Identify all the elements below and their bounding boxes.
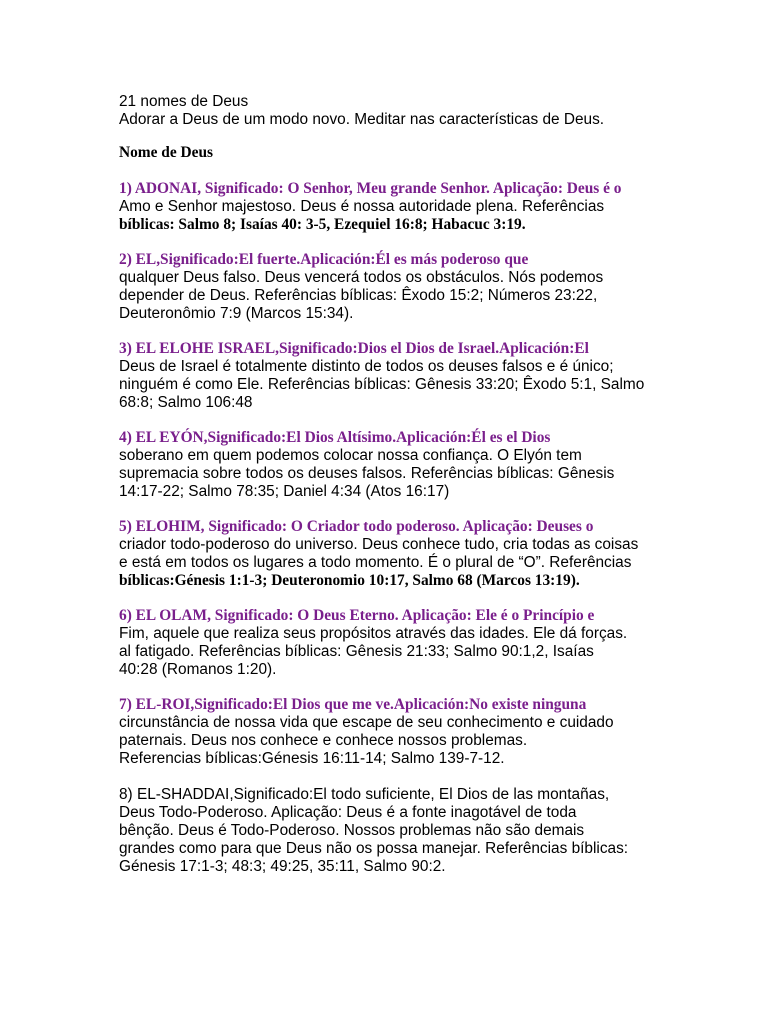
- entry-heading-line: 2) EL,Significado:El fuerte.Aplicación:Él es más poderoso que: [119, 251, 529, 268]
- name-entry: [119, 180, 719, 234]
- spacer: [119, 129, 719, 144]
- entry-body-line: supremacia sobre todos os deuses falsos. Referências bíblicas: Gênesis: [119, 465, 615, 482]
- entry-reference-line: bíblicas: Salmo 8; Isaías 40: 3-5, Ezequiel 16:8; Habacuc 3:19.: [119, 216, 526, 233]
- spacer: [119, 412, 719, 429]
- name-entry: [119, 340, 719, 412]
- entry-body-line: bênção. Deus é Todo-Poderoso. Nossos problemas não são demais: [119, 822, 585, 839]
- entry-body-line: e está em todos os lugares a todo momento. É o plural de “O”. Referências: [119, 554, 632, 571]
- entry-body-line: criador todo-poderoso do universo. Deus conhece tudo, cria todas as coisas: [119, 536, 639, 553]
- entry-heading-line: 4) EL EYÓN,Significado:El Dios Altísimo.Aplicación:Él es el Dios: [119, 429, 551, 446]
- entry-heading-line: 5) ELOHIM, Significado: O Criador todo poderoso. Aplicação: Deuses o: [119, 518, 594, 535]
- section-heading: Nome de Deus: [119, 144, 214, 161]
- entry-list: [119, 180, 719, 876]
- entry-body-line: Referencias bíblicas:Génesis 16:11-14; Salmo 139-7-12.: [119, 750, 505, 767]
- entry-body-line: 68:8; Salmo 106:48: [119, 394, 253, 411]
- name-entry: [119, 251, 719, 323]
- entry-body-line: ninguém é como Ele. Referências bíblicas: Gênesis 33:20; Êxodo 5:1, Salmo: [119, 376, 645, 393]
- entry-body-line: 14:17-22; Salmo 78:35; Daniel 4:34 (Atos 16:17): [119, 483, 450, 500]
- entry-body-line: soberano em quem podemos colocar nossa confiança. O Elyón tem: [119, 447, 582, 464]
- entry-body-line: Deus Todo-Poderoso. Aplicação: Deus é a fonte inagotável de toda: [119, 804, 577, 821]
- entry-body-line: Deus de Israel é totalmente distinto de todos os deuses falsos e é único;: [119, 358, 614, 375]
- entry-heading-line: 1) ADONAI, Significado: O Senhor, Meu grande Senhor. Aplicação: Deus é o: [119, 180, 622, 197]
- entry-body-line: Fim, aquele que realiza seus propósitos através das idades. Ele dá forças.: [119, 625, 628, 642]
- entry-body-line: depender de Deus. Referências bíblicas: Êxodo 15:2; Números 23:22,: [119, 287, 598, 304]
- entry-body-line: circunstância de nossa vida que escape de seu conhecimento e cuidado: [119, 714, 614, 731]
- spacer: [119, 501, 719, 518]
- entry-heading-line: 3) EL ELOHE ISRAEL,Significado:Dios el Dios de Israel.Aplicación:El: [119, 340, 589, 357]
- document-subtitle: Adorar a Deus de um modo novo. Meditar nas características de Deus.: [119, 111, 605, 128]
- spacer: [119, 162, 719, 180]
- spacer: [119, 323, 719, 340]
- entry-body-line: Amo e Senhor majestoso. Deus é nossa autoridade plena. Referências: [119, 198, 605, 215]
- name-entry: [119, 518, 719, 590]
- entry-body-line: Deuteronômio 7:9 (Marcos 15:34).: [119, 305, 354, 322]
- spacer: [119, 679, 719, 696]
- entry-body-line: al fatigado. Referências bíblicas: Gênesis 21:33; Salmo 90:1,2, Isaías: [119, 643, 594, 660]
- spacer: [119, 590, 719, 607]
- entry-heading-line: 6) EL OLAM, Significado: O Deus Eterno. Aplicação: Ele é o Princípio e: [119, 607, 595, 624]
- entry-body-line: grandes como para que Deus não os possa manejar. Referências bíblicas:: [119, 840, 629, 857]
- document-page: [119, 93, 719, 876]
- entry-body-line: 8) EL-SHADDAI,Significado:El todo suficiente, El Dios de las montañas,: [119, 786, 610, 803]
- entry-body-line: qualquer Deus falso. Deus vencerá todos os obstáculos. Nós podemos: [119, 269, 604, 286]
- name-entry: [119, 786, 719, 876]
- entry-reference-line: bíblicas:Génesis 1:1-3; Deuteronomio 10:17, Salmo 68 (Marcos 13:19).: [119, 572, 580, 589]
- name-entry: [119, 607, 719, 679]
- name-entry: [119, 696, 719, 768]
- name-entry: [119, 429, 719, 501]
- document-title: 21 nomes de Deus: [119, 93, 249, 110]
- entry-heading-line: 7) EL-ROI,Significado:El Dios que me ve.Aplicación:No existe ninguna: [119, 696, 587, 713]
- entry-body-line: 40:28 (Romanos 1:20).: [119, 661, 277, 678]
- spacer: [119, 234, 719, 251]
- entry-body-line: paternais. Deus nos conhece e conhece nossos problemas.: [119, 732, 528, 749]
- spacer: [119, 768, 719, 786]
- entry-body-line: Génesis 17:1-3; 48:3; 49:25, 35:11, Salmo 90:2.: [119, 858, 446, 875]
